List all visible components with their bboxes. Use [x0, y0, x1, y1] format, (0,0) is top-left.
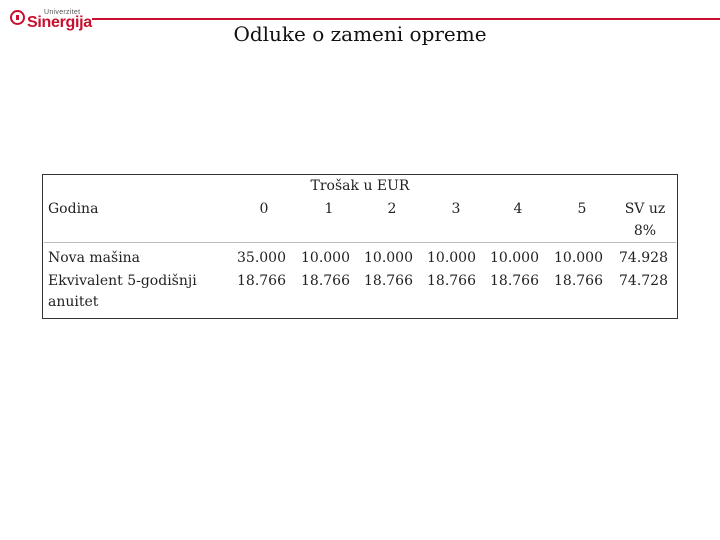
table-cell-sv: 74.928 [619, 250, 668, 266]
table-cell: 10.000 [364, 250, 413, 266]
table-cell: 18.766 [237, 273, 286, 289]
header-separator [44, 242, 676, 243]
table-cell: 35.000 [237, 250, 286, 266]
table-cell-sv: 74.728 [619, 273, 668, 289]
table-cell: 10.000 [301, 250, 350, 266]
table-cell: 18.766 [364, 273, 413, 289]
row-label-new-machine: Nova mašina [48, 250, 141, 266]
column-header-sv: SV uz [624, 201, 666, 217]
column-header-4: 4 [513, 201, 523, 217]
table-cell: 18.766 [301, 273, 350, 289]
table-cell: 18.766 [490, 273, 539, 289]
column-header-sv-rate: 8% [633, 223, 657, 239]
row-label-header: Godina [48, 201, 99, 217]
column-header-2: 2 [387, 201, 397, 217]
group-header: Trošak u EUR [310, 178, 410, 194]
table-cell: 10.000 [490, 250, 539, 266]
row-label-annuity-cont: anuitet [48, 294, 99, 310]
logo-brand-name: Sinergija [27, 14, 92, 31]
header-divider [92, 18, 720, 20]
table-cell: 18.766 [554, 273, 603, 289]
table-cell: 10.000 [427, 250, 476, 266]
table-cell: 18.766 [427, 273, 476, 289]
table-cell: 10.000 [554, 250, 603, 266]
column-header-0: 0 [259, 201, 269, 217]
logo-subtitle: Univerzitet [44, 9, 81, 16]
column-header-5: 5 [577, 201, 587, 217]
column-header-3: 3 [451, 201, 461, 217]
column-header-1: 1 [324, 201, 334, 217]
slide-title: Odluke o zameni opreme [233, 22, 487, 46]
row-label-annuity: Ekvivalent 5-godišnji [48, 273, 197, 289]
